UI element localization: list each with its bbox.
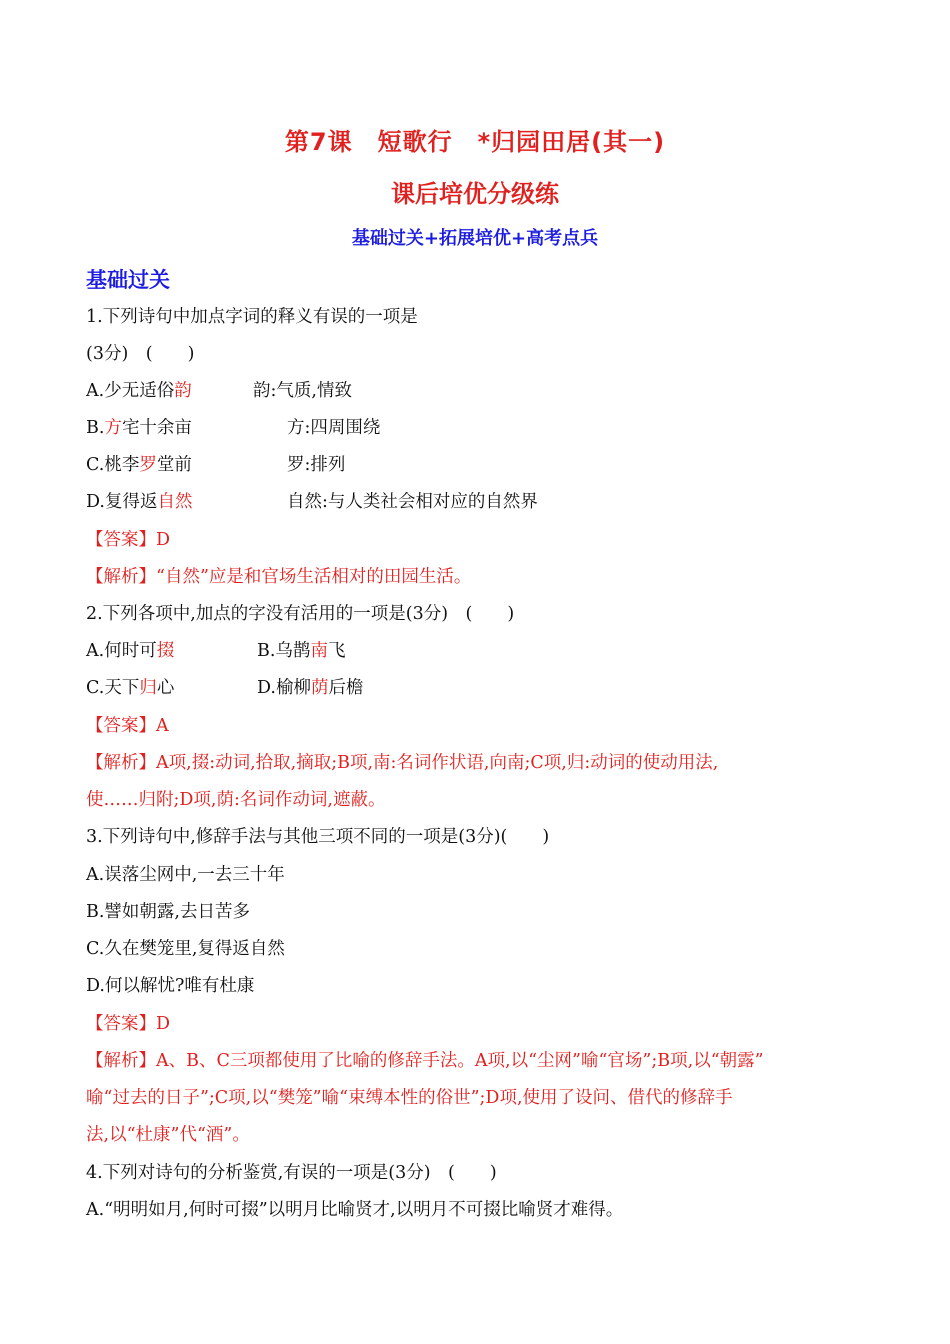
q1-d-marked: 自然	[157, 492, 193, 512]
q1-stem: 1.下列诗句中加点字词的释义有误的一项是	[86, 307, 418, 327]
q1-option-b-def: 方:四周围绕	[287, 418, 381, 438]
q3-analysis-line-3: 法,以“杜康”代“酒”。	[86, 1125, 250, 1145]
q1-c-marked: 罗	[139, 455, 157, 475]
q2-analysis-line-1: 【解析】A项,掇:动词,拾取,摘取;B项,南:名词作状语,向南;C项,归:动词的使动用法,	[86, 753, 719, 773]
q1-option-a-def: 韵:气质,情致	[253, 381, 352, 401]
q3-analysis-line-1: 【解析】A、B、C三项都使用了比喻的修辞手法。A项,以“尘网”喻“官场”;B项,以“朝露”	[86, 1051, 764, 1071]
q1-option-c-def: 罗:排列	[287, 455, 346, 475]
q1-answer: 【答案】D	[86, 530, 171, 550]
q3-option-d: D.何以解忧?唯有杜康	[86, 976, 255, 996]
q1-score: (3分) ( )	[86, 344, 195, 364]
section-heading: 基础过关	[86, 268, 170, 292]
q3-answer: 【答案】D	[86, 1014, 171, 1034]
q1-a-marked: 韵	[174, 381, 192, 401]
q3-stem: 3.下列诗句中,修辞手法与其他三项不同的一项是(3分)( )	[86, 827, 550, 847]
q1-option-b: B.方宅十余亩	[86, 418, 192, 438]
q3-option-c: C.久在樊笼里,复得返自然	[86, 939, 285, 959]
q1-option-a: A.少无适俗韵	[86, 381, 192, 401]
q4-stem: 4.下列对诗句的分析鉴赏,有误的一项是(3分) ( )	[86, 1163, 497, 1183]
q2-stem: 2.下列各项中,加点的字没有活用的一项是(3分) ( )	[86, 604, 515, 624]
page-subtitle: 课后培优分级练	[391, 180, 559, 208]
q2-option-d: D.榆柳荫后檐	[257, 678, 364, 698]
q2-answer: 【答案】A	[86, 716, 169, 736]
q1-option-d-def: 自然:与人类社会相对应的自然界	[287, 492, 538, 512]
q2-option-c: C.天下归心	[86, 678, 175, 698]
q3-analysis-line-2: 喻“过去的日子”;C项,以“樊笼”喻“束缚本性的俗世”;D项,使用了设问、借代的修辞手	[86, 1088, 733, 1108]
q3-option-a: A.误落尘网中,一去三十年	[86, 865, 285, 885]
q1-analysis: 【解析】“自然”应是和官场生活相对的田园生活。	[86, 567, 472, 587]
q3-option-b: B.譬如朝露,去日苦多	[86, 902, 250, 922]
q1-option-d: D.复得返自然	[86, 492, 193, 512]
q1-b-marked: 方	[104, 418, 122, 438]
page-tagline: 基础过关+拓展培优+高考点兵	[351, 228, 599, 249]
q4-option-a: A.“明明如月,何时可掇”以明月比喻贤才,以明月不可掇比喻贤才难得。	[86, 1200, 624, 1220]
q2-analysis-line-2: 使……归附;D项,荫:名词作动词,遮蔽。	[86, 790, 386, 810]
q2-option-b: B.乌鹊南飞	[257, 641, 346, 661]
lesson-title: 第7课 短歌行 *归园田居(其一)	[284, 128, 666, 156]
q2-option-a: A.何时可掇	[86, 641, 175, 661]
q1-option-c: C.桃李罗堂前	[86, 455, 192, 475]
